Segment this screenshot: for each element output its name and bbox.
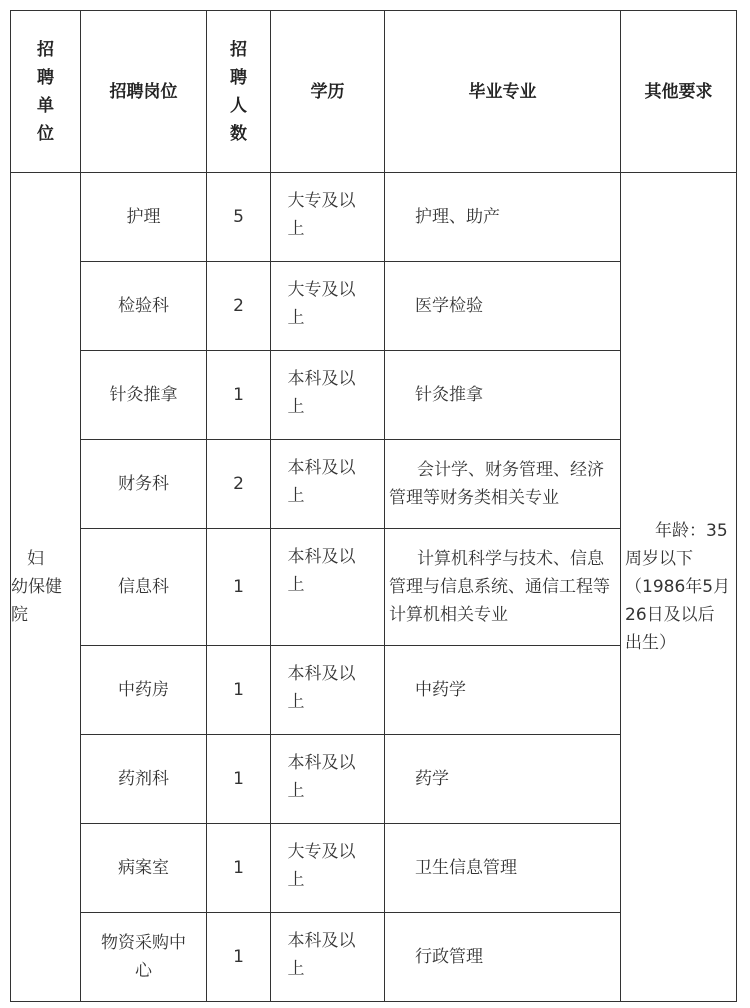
education-line: 上 bbox=[287, 219, 305, 239]
count-cell: 2 bbox=[207, 440, 271, 529]
count-cell: 1 bbox=[207, 824, 271, 913]
position-cell: 中药房 bbox=[81, 646, 207, 735]
header-count bbox=[207, 11, 271, 173]
position-cell: 财务科 bbox=[81, 440, 207, 529]
major-cell: 针灸推拿 bbox=[385, 351, 621, 440]
unit-line: 院 bbox=[11, 605, 28, 625]
count-cell: 5 bbox=[207, 173, 271, 262]
header-unit bbox=[11, 11, 81, 173]
major-cell: 会计学、财务管理、经济管理等财务类相关专业 bbox=[385, 440, 621, 529]
major-cell: 行政管理 bbox=[385, 913, 621, 1002]
unit-line: 妇 bbox=[27, 549, 44, 569]
other-line: 周岁以下 bbox=[625, 549, 693, 569]
education-line: 上 bbox=[287, 781, 305, 801]
education-line: 上 bbox=[287, 692, 305, 712]
header-education: 学历 bbox=[271, 11, 385, 173]
unit-cell bbox=[11, 173, 81, 1002]
other-line: 年龄：35 bbox=[655, 521, 728, 541]
education-line: 上 bbox=[287, 870, 305, 890]
header-row bbox=[11, 11, 737, 173]
header-other: 其他要求 bbox=[621, 11, 737, 173]
education-cell bbox=[271, 646, 385, 735]
recruitment-table bbox=[10, 10, 737, 1002]
other-line: 26日及以后 bbox=[625, 605, 715, 625]
header-count-char: 数 bbox=[230, 123, 247, 144]
education-cell bbox=[271, 824, 385, 913]
header-position: 招聘岗位 bbox=[81, 11, 207, 173]
education-line: 本科及以 bbox=[287, 753, 356, 773]
major-cell: 中药学 bbox=[385, 646, 621, 735]
major-cell: 护理、助产 bbox=[385, 173, 621, 262]
count-cell: 1 bbox=[207, 351, 271, 440]
unit-line: 幼保健 bbox=[11, 577, 62, 597]
education-line: 上 bbox=[287, 486, 305, 506]
education-line: 本科及以 bbox=[287, 931, 356, 951]
education-line: 上 bbox=[287, 959, 305, 979]
education-cell bbox=[271, 735, 385, 824]
education-line: 本科及以 bbox=[287, 547, 356, 567]
education-cell bbox=[271, 529, 385, 646]
count-cell: 1 bbox=[207, 913, 271, 1002]
position-cell: 检验科 bbox=[81, 262, 207, 351]
education-cell bbox=[271, 351, 385, 440]
position-cell: 病案室 bbox=[81, 824, 207, 913]
education-line: 本科及以 bbox=[287, 369, 356, 389]
education-line: 大专及以 bbox=[287, 842, 356, 862]
position-cell: 信息科 bbox=[81, 529, 207, 646]
header-unit-char: 位 bbox=[37, 123, 54, 144]
table-row bbox=[11, 173, 737, 262]
major-cell: 药学 bbox=[385, 735, 621, 824]
other-line: 出生） bbox=[625, 633, 676, 653]
position-cell: 物资采购中心 bbox=[81, 913, 207, 1002]
header-major: 毕业专业 bbox=[385, 11, 621, 173]
education-line: 上 bbox=[287, 397, 305, 417]
education-line: 上 bbox=[287, 308, 305, 328]
header-count-char: 聘 bbox=[230, 67, 247, 88]
education-line: 上 bbox=[287, 575, 305, 595]
position-cell: 护理 bbox=[81, 173, 207, 262]
count-cell: 1 bbox=[207, 646, 271, 735]
major-cell: 计算机科学与技术、信息管理与信息系统、通信工程等计算机相关专业 bbox=[385, 529, 621, 646]
education-cell bbox=[271, 913, 385, 1002]
count-cell: 2 bbox=[207, 262, 271, 351]
education-line: 大专及以 bbox=[287, 280, 356, 300]
education-cell bbox=[271, 440, 385, 529]
education-cell bbox=[271, 173, 385, 262]
major-cell: 卫生信息管理 bbox=[385, 824, 621, 913]
count-cell: 1 bbox=[207, 529, 271, 646]
header-unit-char: 招 bbox=[37, 39, 54, 60]
education-line: 本科及以 bbox=[287, 664, 356, 684]
position-cell: 药剂科 bbox=[81, 735, 207, 824]
education-line: 本科及以 bbox=[287, 458, 356, 478]
position-cell: 针灸推拿 bbox=[81, 351, 207, 440]
header-count-char: 招 bbox=[230, 39, 247, 60]
other-requirements-cell bbox=[621, 173, 737, 1002]
major-cell: 医学检验 bbox=[385, 262, 621, 351]
other-line: （1986年5月 bbox=[625, 577, 731, 597]
count-cell: 1 bbox=[207, 735, 271, 824]
header-count-char: 人 bbox=[230, 95, 247, 116]
education-cell bbox=[271, 262, 385, 351]
education-line: 大专及以 bbox=[287, 191, 356, 211]
header-unit-char: 单 bbox=[37, 95, 54, 116]
header-unit-char: 聘 bbox=[37, 67, 54, 88]
